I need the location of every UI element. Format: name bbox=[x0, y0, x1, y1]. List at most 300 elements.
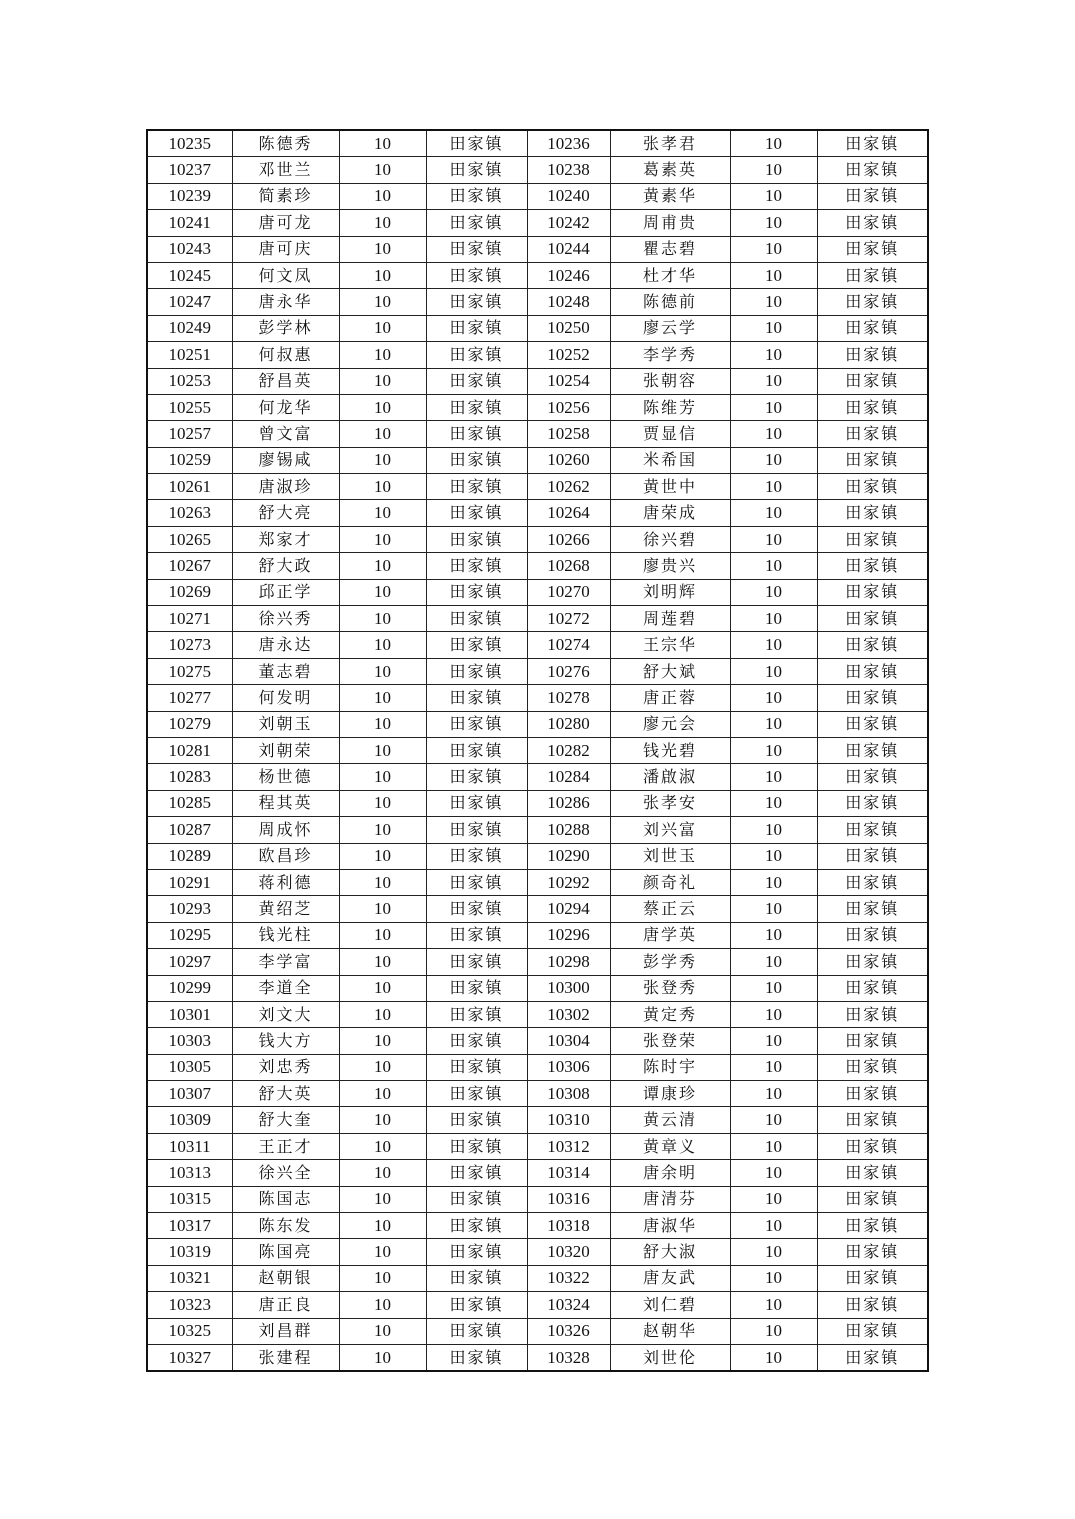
cell-town: 田家镇 bbox=[426, 922, 527, 948]
cell-id: 10241 bbox=[147, 210, 232, 236]
cell-town: 田家镇 bbox=[426, 896, 527, 922]
cell-count: 10 bbox=[730, 1265, 817, 1291]
cell-id: 10253 bbox=[147, 368, 232, 394]
cell-id: 10288 bbox=[527, 817, 610, 843]
cell-town: 田家镇 bbox=[426, 526, 527, 552]
cell-count: 10 bbox=[730, 1239, 817, 1265]
cell-count: 10 bbox=[339, 500, 426, 526]
cell-id: 10315 bbox=[147, 1186, 232, 1212]
cell-town: 田家镇 bbox=[817, 1344, 928, 1371]
cell-town: 田家镇 bbox=[817, 1160, 928, 1186]
cell-name: 唐可庆 bbox=[232, 236, 339, 262]
cell-id: 10301 bbox=[147, 1001, 232, 1027]
cell-id: 10246 bbox=[527, 262, 610, 288]
cell-id: 10291 bbox=[147, 869, 232, 895]
cell-name: 唐清芬 bbox=[610, 1186, 730, 1212]
cell-id: 10289 bbox=[147, 843, 232, 869]
cell-count: 10 bbox=[730, 1318, 817, 1344]
table-row bbox=[147, 764, 928, 790]
cell-id: 10271 bbox=[147, 606, 232, 632]
cell-town: 田家镇 bbox=[817, 817, 928, 843]
cell-town: 田家镇 bbox=[426, 949, 527, 975]
cell-town: 田家镇 bbox=[817, 315, 928, 341]
cell-count: 10 bbox=[339, 790, 426, 816]
cell-name: 何文凤 bbox=[232, 262, 339, 288]
table-row bbox=[147, 632, 928, 658]
cell-id: 10300 bbox=[527, 975, 610, 1001]
cell-count: 10 bbox=[339, 975, 426, 1001]
cell-count: 10 bbox=[339, 843, 426, 869]
cell-town: 田家镇 bbox=[817, 632, 928, 658]
table-row bbox=[147, 1239, 928, 1265]
cell-name: 钱大方 bbox=[232, 1028, 339, 1054]
cell-town: 田家镇 bbox=[426, 1239, 527, 1265]
table-row bbox=[147, 526, 928, 552]
cell-town: 田家镇 bbox=[817, 711, 928, 737]
cell-name: 刘明辉 bbox=[610, 579, 730, 605]
table-row bbox=[147, 210, 928, 236]
cell-town: 田家镇 bbox=[426, 737, 527, 763]
cell-name: 周成怀 bbox=[232, 817, 339, 843]
cell-town: 田家镇 bbox=[817, 447, 928, 473]
cell-town: 田家镇 bbox=[426, 474, 527, 500]
cell-town: 田家镇 bbox=[817, 1107, 928, 1133]
cell-id: 10305 bbox=[147, 1054, 232, 1080]
cell-town: 田家镇 bbox=[817, 949, 928, 975]
cell-id: 10285 bbox=[147, 790, 232, 816]
cell-name: 舒大奎 bbox=[232, 1107, 339, 1133]
cell-id: 10313 bbox=[147, 1160, 232, 1186]
cell-name: 廖锡咸 bbox=[232, 447, 339, 473]
cell-count: 10 bbox=[339, 1001, 426, 1027]
cell-id: 10272 bbox=[527, 606, 610, 632]
cell-town: 田家镇 bbox=[426, 764, 527, 790]
cell-name: 颜奇礼 bbox=[610, 869, 730, 895]
cell-count: 10 bbox=[730, 500, 817, 526]
cell-name: 程其英 bbox=[232, 790, 339, 816]
cell-count: 10 bbox=[730, 1107, 817, 1133]
cell-count: 10 bbox=[339, 526, 426, 552]
cell-name: 唐学英 bbox=[610, 922, 730, 948]
table-row bbox=[147, 843, 928, 869]
cell-town: 田家镇 bbox=[426, 975, 527, 1001]
cell-count: 10 bbox=[730, 869, 817, 895]
cell-town: 田家镇 bbox=[817, 606, 928, 632]
cell-name: 黄绍芝 bbox=[232, 896, 339, 922]
cell-count: 10 bbox=[730, 975, 817, 1001]
table-row bbox=[147, 579, 928, 605]
cell-count: 10 bbox=[339, 315, 426, 341]
cell-town: 田家镇 bbox=[426, 342, 527, 368]
cell-name: 米希国 bbox=[610, 447, 730, 473]
cell-id: 10316 bbox=[527, 1186, 610, 1212]
table-body bbox=[147, 130, 928, 1371]
cell-town: 田家镇 bbox=[817, 553, 928, 579]
cell-count: 10 bbox=[339, 1028, 426, 1054]
cell-id: 10256 bbox=[527, 394, 610, 420]
cell-id: 10247 bbox=[147, 289, 232, 315]
cell-id: 10274 bbox=[527, 632, 610, 658]
cell-id: 10303 bbox=[147, 1028, 232, 1054]
cell-name: 董志碧 bbox=[232, 658, 339, 684]
cell-id: 10259 bbox=[147, 447, 232, 473]
cell-name: 陈时宇 bbox=[610, 1054, 730, 1080]
cell-id: 10294 bbox=[527, 896, 610, 922]
cell-count: 10 bbox=[339, 1265, 426, 1291]
cell-name: 李道全 bbox=[232, 975, 339, 1001]
cell-id: 10240 bbox=[527, 183, 610, 209]
cell-count: 10 bbox=[339, 764, 426, 790]
cell-town: 田家镇 bbox=[426, 606, 527, 632]
cell-count: 10 bbox=[730, 183, 817, 209]
cell-name: 曾文富 bbox=[232, 421, 339, 447]
cell-town: 田家镇 bbox=[817, 130, 928, 157]
cell-id: 10245 bbox=[147, 262, 232, 288]
cell-name: 杜才华 bbox=[610, 262, 730, 288]
roster-table bbox=[146, 129, 929, 1372]
cell-id: 10235 bbox=[147, 130, 232, 157]
cell-count: 10 bbox=[339, 896, 426, 922]
cell-town: 田家镇 bbox=[817, 421, 928, 447]
cell-count: 10 bbox=[730, 579, 817, 605]
table-row bbox=[147, 658, 928, 684]
table-row bbox=[147, 1292, 928, 1318]
cell-count: 10 bbox=[730, 711, 817, 737]
table-row bbox=[147, 368, 928, 394]
cell-town: 田家镇 bbox=[817, 1239, 928, 1265]
cell-count: 10 bbox=[730, 394, 817, 420]
cell-count: 10 bbox=[730, 421, 817, 447]
cell-town: 田家镇 bbox=[817, 1213, 928, 1239]
cell-name: 唐淑华 bbox=[610, 1213, 730, 1239]
cell-count: 10 bbox=[339, 606, 426, 632]
cell-count: 10 bbox=[339, 553, 426, 579]
cell-name: 唐永华 bbox=[232, 289, 339, 315]
cell-name: 舒大斌 bbox=[610, 658, 730, 684]
cell-count: 10 bbox=[339, 1292, 426, 1318]
cell-count: 10 bbox=[730, 896, 817, 922]
cell-town: 田家镇 bbox=[426, 1054, 527, 1080]
cell-id: 10312 bbox=[527, 1133, 610, 1159]
cell-town: 田家镇 bbox=[426, 289, 527, 315]
cell-id: 10278 bbox=[527, 685, 610, 711]
cell-name: 徐兴碧 bbox=[610, 526, 730, 552]
cell-id: 10257 bbox=[147, 421, 232, 447]
table-row bbox=[147, 289, 928, 315]
cell-town: 田家镇 bbox=[426, 447, 527, 473]
cell-count: 10 bbox=[339, 474, 426, 500]
cell-count: 10 bbox=[339, 711, 426, 737]
cell-town: 田家镇 bbox=[426, 236, 527, 262]
cell-name: 刘朝荣 bbox=[232, 737, 339, 763]
cell-name: 刘朝玉 bbox=[232, 711, 339, 737]
cell-count: 10 bbox=[730, 817, 817, 843]
cell-id: 10314 bbox=[527, 1160, 610, 1186]
cell-name: 张登荣 bbox=[610, 1028, 730, 1054]
cell-name: 何发明 bbox=[232, 685, 339, 711]
cell-name: 瞿志碧 bbox=[610, 236, 730, 262]
cell-id: 10262 bbox=[527, 474, 610, 500]
cell-town: 田家镇 bbox=[426, 790, 527, 816]
cell-count: 10 bbox=[730, 1028, 817, 1054]
cell-town: 田家镇 bbox=[426, 1160, 527, 1186]
cell-town: 田家镇 bbox=[817, 685, 928, 711]
cell-count: 10 bbox=[339, 236, 426, 262]
cell-id: 10326 bbox=[527, 1318, 610, 1344]
cell-id: 10260 bbox=[527, 447, 610, 473]
cell-id: 10299 bbox=[147, 975, 232, 1001]
cell-id: 10249 bbox=[147, 315, 232, 341]
table-row bbox=[147, 447, 928, 473]
cell-name: 蔡正云 bbox=[610, 896, 730, 922]
cell-town: 田家镇 bbox=[426, 1001, 527, 1027]
cell-town: 田家镇 bbox=[426, 711, 527, 737]
cell-town: 田家镇 bbox=[426, 869, 527, 895]
cell-count: 10 bbox=[730, 1001, 817, 1027]
cell-name: 陈国亮 bbox=[232, 1239, 339, 1265]
cell-town: 田家镇 bbox=[426, 1186, 527, 1212]
cell-count: 10 bbox=[730, 130, 817, 157]
cell-name: 周莲碧 bbox=[610, 606, 730, 632]
table-row bbox=[147, 1081, 928, 1107]
cell-name: 张朝容 bbox=[610, 368, 730, 394]
cell-town: 田家镇 bbox=[817, 236, 928, 262]
cell-count: 10 bbox=[730, 342, 817, 368]
cell-name: 张登秀 bbox=[610, 975, 730, 1001]
cell-id: 10270 bbox=[527, 579, 610, 605]
table-row bbox=[147, 711, 928, 737]
cell-count: 10 bbox=[339, 1107, 426, 1133]
cell-town: 田家镇 bbox=[426, 183, 527, 209]
cell-count: 10 bbox=[730, 447, 817, 473]
cell-count: 10 bbox=[339, 1133, 426, 1159]
cell-id: 10293 bbox=[147, 896, 232, 922]
cell-name: 王正才 bbox=[232, 1133, 339, 1159]
cell-count: 10 bbox=[730, 737, 817, 763]
cell-count: 10 bbox=[339, 447, 426, 473]
cell-name: 简素珍 bbox=[232, 183, 339, 209]
cell-count: 10 bbox=[730, 1186, 817, 1212]
cell-count: 10 bbox=[730, 526, 817, 552]
cell-count: 10 bbox=[730, 315, 817, 341]
cell-id: 10263 bbox=[147, 500, 232, 526]
cell-id: 10243 bbox=[147, 236, 232, 262]
cell-name: 贾显信 bbox=[610, 421, 730, 447]
cell-name: 舒大英 bbox=[232, 1081, 339, 1107]
cell-id: 10279 bbox=[147, 711, 232, 737]
cell-count: 10 bbox=[730, 157, 817, 183]
table-row bbox=[147, 421, 928, 447]
cell-id: 10282 bbox=[527, 737, 610, 763]
cell-count: 10 bbox=[730, 236, 817, 262]
cell-id: 10327 bbox=[147, 1344, 232, 1371]
cell-town: 田家镇 bbox=[426, 1344, 527, 1371]
cell-town: 田家镇 bbox=[426, 500, 527, 526]
cell-name: 李学富 bbox=[232, 949, 339, 975]
cell-name: 杨世德 bbox=[232, 764, 339, 790]
cell-count: 10 bbox=[730, 368, 817, 394]
cell-name: 张建程 bbox=[232, 1344, 339, 1371]
cell-count: 10 bbox=[730, 262, 817, 288]
cell-count: 10 bbox=[339, 869, 426, 895]
cell-name: 邱正学 bbox=[232, 579, 339, 605]
cell-name: 何龙华 bbox=[232, 394, 339, 420]
cell-town: 田家镇 bbox=[817, 869, 928, 895]
cell-name: 黄素华 bbox=[610, 183, 730, 209]
cell-name: 陈东发 bbox=[232, 1213, 339, 1239]
cell-count: 10 bbox=[730, 922, 817, 948]
cell-id: 10284 bbox=[527, 764, 610, 790]
table-row bbox=[147, 975, 928, 1001]
cell-town: 田家镇 bbox=[817, 183, 928, 209]
cell-town: 田家镇 bbox=[426, 368, 527, 394]
cell-town: 田家镇 bbox=[817, 262, 928, 288]
cell-town: 田家镇 bbox=[817, 1001, 928, 1027]
cell-count: 10 bbox=[730, 553, 817, 579]
cell-town: 田家镇 bbox=[426, 1081, 527, 1107]
cell-town: 田家镇 bbox=[817, 975, 928, 1001]
cell-town: 田家镇 bbox=[426, 1292, 527, 1318]
cell-count: 10 bbox=[339, 157, 426, 183]
cell-name: 唐余明 bbox=[610, 1160, 730, 1186]
cell-id: 10277 bbox=[147, 685, 232, 711]
table-row bbox=[147, 896, 928, 922]
cell-town: 田家镇 bbox=[817, 368, 928, 394]
cell-count: 10 bbox=[730, 1213, 817, 1239]
cell-name: 赵朝华 bbox=[610, 1318, 730, 1344]
table-row bbox=[147, 606, 928, 632]
table-row bbox=[147, 553, 928, 579]
cell-count: 10 bbox=[730, 1160, 817, 1186]
cell-name: 唐荣成 bbox=[610, 500, 730, 526]
cell-town: 田家镇 bbox=[817, 1081, 928, 1107]
cell-town: 田家镇 bbox=[817, 474, 928, 500]
table-row bbox=[147, 1133, 928, 1159]
cell-id: 10267 bbox=[147, 553, 232, 579]
cell-id: 10304 bbox=[527, 1028, 610, 1054]
cell-count: 10 bbox=[339, 658, 426, 684]
cell-count: 10 bbox=[730, 949, 817, 975]
table-row bbox=[147, 474, 928, 500]
cell-id: 10308 bbox=[527, 1081, 610, 1107]
cell-id: 10307 bbox=[147, 1081, 232, 1107]
cell-id: 10325 bbox=[147, 1318, 232, 1344]
cell-town: 田家镇 bbox=[426, 658, 527, 684]
cell-name: 廖贵兴 bbox=[610, 553, 730, 579]
cell-count: 10 bbox=[339, 737, 426, 763]
cell-name: 唐正蓉 bbox=[610, 685, 730, 711]
cell-count: 10 bbox=[339, 1081, 426, 1107]
cell-town: 田家镇 bbox=[817, 658, 928, 684]
table-row bbox=[147, 183, 928, 209]
cell-count: 10 bbox=[730, 1344, 817, 1371]
table-row bbox=[147, 1001, 928, 1027]
table-row bbox=[147, 262, 928, 288]
cell-count: 10 bbox=[730, 474, 817, 500]
cell-count: 10 bbox=[339, 1160, 426, 1186]
cell-name: 刘昌群 bbox=[232, 1318, 339, 1344]
cell-name: 陈德秀 bbox=[232, 130, 339, 157]
cell-name: 黄定秀 bbox=[610, 1001, 730, 1027]
cell-town: 田家镇 bbox=[817, 764, 928, 790]
cell-name: 舒大亮 bbox=[232, 500, 339, 526]
table-row bbox=[147, 1186, 928, 1212]
cell-town: 田家镇 bbox=[817, 289, 928, 315]
table-row bbox=[147, 1213, 928, 1239]
cell-name: 徐兴全 bbox=[232, 1160, 339, 1186]
cell-town: 田家镇 bbox=[817, 1186, 928, 1212]
cell-count: 10 bbox=[339, 579, 426, 605]
cell-id: 10283 bbox=[147, 764, 232, 790]
cell-count: 10 bbox=[730, 1054, 817, 1080]
cell-town: 田家镇 bbox=[426, 553, 527, 579]
cell-id: 10321 bbox=[147, 1265, 232, 1291]
cell-id: 10237 bbox=[147, 157, 232, 183]
cell-id: 10317 bbox=[147, 1213, 232, 1239]
cell-id: 10318 bbox=[527, 1213, 610, 1239]
cell-name: 刘仁碧 bbox=[610, 1292, 730, 1318]
cell-id: 10310 bbox=[527, 1107, 610, 1133]
cell-town: 田家镇 bbox=[426, 394, 527, 420]
cell-name: 刘世玉 bbox=[610, 843, 730, 869]
cell-name: 唐淑珍 bbox=[232, 474, 339, 500]
table-row bbox=[147, 817, 928, 843]
cell-id: 10298 bbox=[527, 949, 610, 975]
cell-count: 10 bbox=[730, 1292, 817, 1318]
cell-count: 10 bbox=[339, 1054, 426, 1080]
cell-count: 10 bbox=[730, 1081, 817, 1107]
cell-town: 田家镇 bbox=[426, 843, 527, 869]
cell-name: 刘忠秀 bbox=[232, 1054, 339, 1080]
cell-id: 10290 bbox=[527, 843, 610, 869]
cell-id: 10248 bbox=[527, 289, 610, 315]
cell-name: 唐可龙 bbox=[232, 210, 339, 236]
cell-count: 10 bbox=[730, 685, 817, 711]
cell-town: 田家镇 bbox=[817, 500, 928, 526]
cell-count: 10 bbox=[339, 1318, 426, 1344]
cell-count: 10 bbox=[730, 658, 817, 684]
table-row bbox=[147, 1107, 928, 1133]
cell-town: 田家镇 bbox=[817, 843, 928, 869]
cell-count: 10 bbox=[339, 394, 426, 420]
cell-count: 10 bbox=[339, 421, 426, 447]
cell-id: 10280 bbox=[527, 711, 610, 737]
cell-id: 10320 bbox=[527, 1239, 610, 1265]
cell-count: 10 bbox=[339, 1344, 426, 1371]
cell-name: 陈维芳 bbox=[610, 394, 730, 420]
cell-id: 10306 bbox=[527, 1054, 610, 1080]
table-row bbox=[147, 500, 928, 526]
cell-name: 何叔惠 bbox=[232, 342, 339, 368]
cell-name: 唐正良 bbox=[232, 1292, 339, 1318]
cell-town: 田家镇 bbox=[426, 315, 527, 341]
cell-count: 10 bbox=[339, 262, 426, 288]
cell-town: 田家镇 bbox=[817, 1054, 928, 1080]
cell-town: 田家镇 bbox=[426, 1028, 527, 1054]
cell-town: 田家镇 bbox=[817, 737, 928, 763]
cell-town: 田家镇 bbox=[817, 157, 928, 183]
cell-name: 欧昌珍 bbox=[232, 843, 339, 869]
cell-id: 10258 bbox=[527, 421, 610, 447]
cell-id: 10324 bbox=[527, 1292, 610, 1318]
cell-town: 田家镇 bbox=[426, 1213, 527, 1239]
cell-name: 周甫贵 bbox=[610, 210, 730, 236]
cell-count: 10 bbox=[730, 843, 817, 869]
cell-count: 10 bbox=[339, 1186, 426, 1212]
cell-id: 10319 bbox=[147, 1239, 232, 1265]
table-row bbox=[147, 236, 928, 262]
cell-name: 郑家才 bbox=[232, 526, 339, 552]
